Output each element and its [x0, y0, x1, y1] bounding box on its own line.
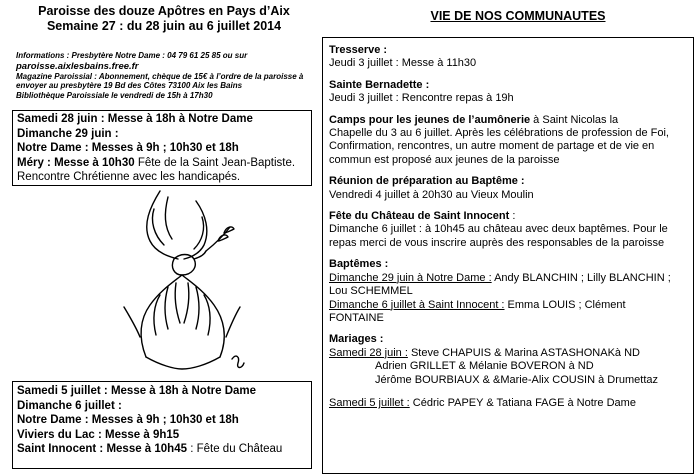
schedule-line-bold: Saint Innocent : Messe à 10h45 — [17, 443, 188, 456]
communities-title: VIE DE NOS COMMUNAUTES — [430, 9, 606, 23]
section-text: repas merci de vous inscrire auprès des responsables de la paroisse — [329, 236, 665, 249]
schedule-line: Notre Dame : Messes à 9h ; 10h30 et 18h — [17, 414, 239, 427]
schedule-line-text: Fête de la Saint Jean-Baptiste. — [134, 156, 296, 169]
section-heading: Camps pour les jeunes de l’aumônerie — [329, 113, 531, 126]
section-camps — [329, 114, 687, 168]
info-line: envoyer au presbytère 19 Bd des Côtes 73100 Aix les Bains — [16, 81, 243, 91]
section-tresserve — [329, 44, 687, 71]
names: Cédric PAPEY & Tatiana FAGE à Notre Dame — [409, 396, 636, 409]
section-chateau — [329, 210, 687, 250]
schedule-box-week1 — [12, 110, 312, 186]
schedule-line: Samedi 5 juillet : Messe à 18h à Notre Dame — [17, 385, 257, 397]
week-title: Semaine 27 : du 28 juin au 6 juillet 2014 — [46, 19, 282, 33]
schedule-line: Notre Dame : Messes à 9h ; 10h30 et 18h — [17, 142, 239, 155]
info-line: Bibliothèque Paroissiale le vendredi de 15h à 17h30 — [16, 90, 213, 100]
section-text-inline: à Saint Nicolas la — [530, 113, 619, 126]
schedule-line: Dimanche 6 juillet : — [17, 399, 122, 412]
section-text: Chapelle du 3 au 6 juillet. Après les célébrations de profession de Foi, — [329, 127, 669, 140]
section-text: Confirmation, rencontres, un autre moment de partage et de vie en — [329, 140, 655, 153]
section-heading: Sainte Bernadette : — [329, 78, 430, 91]
schedule-line: Rencontre Chrétienne avec les handicapés. — [17, 171, 241, 184]
schedule-line: Samedi 28 juin : Messe à 18h à Notre Dame — [17, 113, 253, 125]
section-text-inline: : — [509, 210, 516, 223]
section-heading: Baptêmes : — [329, 258, 389, 271]
dove-hands-illustration — [120, 187, 250, 377]
info-block — [16, 51, 316, 100]
names: Emma LOUIS ; Clément — [504, 298, 626, 311]
section-text: Adrien GRILLET & Mélanie BOVERON à ND — [375, 360, 594, 373]
page-header — [14, 4, 314, 34]
schedule-box-week2 — [12, 381, 312, 469]
section-heading: Tresserve : — [329, 44, 388, 56]
section-heading: Fête du Château de Saint Innocent — [329, 210, 510, 223]
section-text: Jeudi 3 juillet : Rencontre repas à 19h — [329, 92, 514, 105]
section-text: FONTAINE — [329, 311, 384, 324]
schedule-line: Viviers du Lac : Messe à 9h15 — [17, 428, 180, 441]
date-label: Dimanche 6 juillet à Saint Innocent : — [329, 298, 505, 311]
info-line: Informations : Presbytère Notre Dame : 04 79 61 25 85 ou sur — [16, 51, 248, 60]
website-link[interactable]: paroisse.aixlesbains.free.fr — [16, 60, 139, 72]
section-text: Vendredi 4 juillet à 20h30 au Vieux Moulin — [329, 188, 534, 201]
section-bernadette — [329, 79, 687, 106]
section-heading: Mariages : — [329, 333, 384, 346]
schedule-line — [17, 156, 307, 171]
info-line: Magazine Paroissial : Abonnement, chèque de 15€ à l’ordre de la paroisse à — [16, 71, 304, 81]
section-text: Jeudi 3 juillet : Messe à 11h30 — [329, 57, 477, 70]
section-mariages — [329, 333, 687, 410]
section-text — [329, 210, 687, 223]
section-text: Lou SCHEMMEL — [329, 285, 413, 298]
schedule-line — [17, 442, 307, 457]
section-heading: Réunion de préparation au Baptême : — [329, 175, 525, 188]
names: Steve CHAPUIS & Marina ASTASHONAKà ND — [407, 346, 640, 359]
section-text — [329, 114, 687, 127]
section-baptismes — [329, 258, 687, 325]
date-label: Dimanche 29 juin à Notre Dame : — [329, 271, 492, 284]
section-text: Jérôme BOURBIAUX & &Marie-Alix COUSIN à Drumettaz — [375, 373, 659, 386]
date-label: Samedi 5 juillet : — [329, 396, 410, 409]
section-text — [329, 299, 687, 312]
schedule-line-bold: Méry : Messe à 10h30 — [17, 156, 135, 169]
date-label: Samedi 28 juin : — [329, 346, 408, 359]
schedule-line-text: : Fête du Château — [187, 443, 283, 456]
section-text — [329, 347, 687, 360]
section-text: Dimanche 6 juillet : à 10h45 au château avec deux baptêmes. Pour le — [329, 223, 668, 236]
left-column — [0, 0, 318, 476]
parish-title: Paroisse des douze Apôtres en Pays d’Aix — [38, 4, 290, 18]
section-baptism-prep — [329, 175, 687, 202]
section-text — [329, 397, 687, 410]
section-text — [329, 272, 687, 285]
schedule-line: Dimanche 29 juin : — [17, 127, 119, 140]
section-text: commun est proposé aux jeunes de la paroisse — [329, 153, 560, 166]
communities-box — [322, 37, 694, 474]
names: Andy BLANCHIN ; Lilly BLANCHIN ; — [491, 271, 671, 284]
